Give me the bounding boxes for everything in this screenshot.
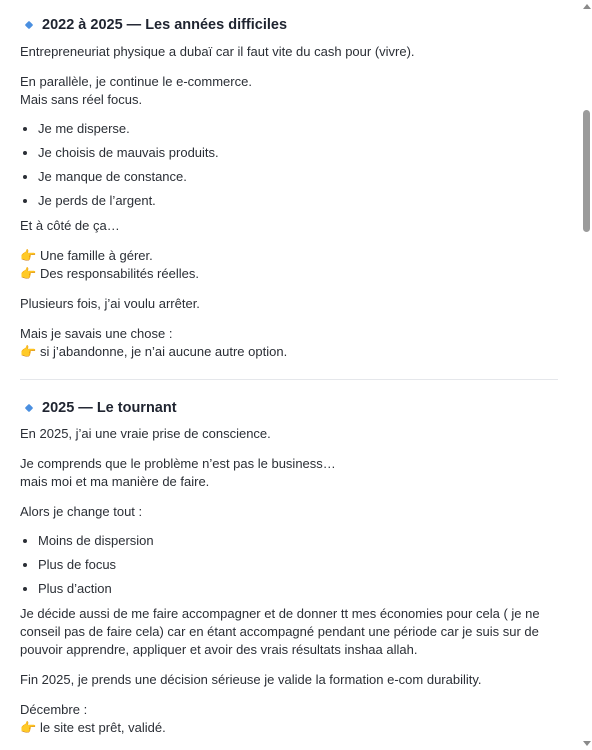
paragraph-line: Des responsabilités réelles. (40, 266, 199, 281)
list-item: • Je perds de l’argent. (38, 189, 219, 213)
divider (20, 379, 558, 380)
paragraph (20, 325, 287, 361)
paragraph-line: le site est prêt, validé. (40, 720, 166, 735)
paragraph (20, 455, 336, 491)
diamond-bullet-icon (25, 21, 33, 29)
paragraph (20, 605, 558, 659)
section-title: 2025 — Le tournant (42, 400, 177, 416)
paragraph-line: Décembre : (20, 702, 88, 717)
paragraph-line: Je comprends que le problème n’est pas le business… (20, 456, 336, 471)
paragraph-line: Mais sans réel focus. (20, 92, 143, 107)
section-heading (20, 14, 287, 36)
paragraph-line: En parallèle, je continue le e-commerce. (20, 74, 252, 89)
paragraph: Entrepreneuriat physique a dubaï car il faut vite du cash pour (vivre). (20, 44, 415, 59)
paragraph-line: pouvoir apprendre, appliquer et avoir des vrais résultats inshaa allah. (20, 642, 418, 657)
vertical-scrollbar[interactable] (580, 0, 592, 750)
bullet-list (20, 529, 154, 601)
paragraph-line: Mais je savais une chose : (20, 326, 173, 341)
paragraph: Et à côté de ça… (20, 218, 120, 233)
scroll-up-arrow-icon[interactable] (583, 4, 591, 9)
scroll-down-arrow-icon[interactable] (583, 741, 591, 746)
section-heading (20, 397, 177, 419)
list-item: • Moins de dispersion (38, 529, 154, 553)
list-item: • Plus d’action (38, 577, 154, 601)
pointing-hand-icon: 👉 (20, 266, 37, 281)
paragraph (20, 73, 252, 109)
scrollbar-thumb[interactable] (583, 110, 590, 232)
list-item: • Je choisis de mauvais produits. (38, 141, 219, 165)
paragraph-line: Je décide aussi de me faire accompagner et de donner tt mes économies pour cela ( je ne (20, 606, 540, 621)
list-item: • Je me disperse. (38, 117, 219, 141)
paragraph (20, 701, 166, 737)
paragraph-line: Une famille à gérer. (40, 248, 153, 263)
paragraph-line: mais moi et ma manière de faire. (20, 474, 210, 489)
bullet-list (20, 117, 219, 213)
list-item: • Plus de focus (38, 553, 154, 577)
paragraph: Fin 2025, je prends une décision sérieuse je valide la formation e-com durability. (20, 672, 482, 687)
paragraph: Plusieurs fois, j’ai voulu arrêter. (20, 296, 200, 311)
paragraph: Alors je change tout : (20, 504, 143, 519)
pointing-hand-icon: 👉 (20, 248, 37, 263)
paragraph-line: conseil pas de faire cela) car en étant accompagné pendant une période car je suis sur de (20, 624, 539, 639)
section-title: 2022 à 2025 — Les années difficiles (42, 17, 288, 33)
list-item: • Je manque de constance. (38, 165, 219, 189)
paragraph-line: si j’abandonne, je n’ai aucune autre option. (40, 344, 288, 359)
diamond-bullet-icon (25, 404, 33, 412)
pointing-hand-icon: 👉 (20, 344, 37, 359)
paragraph: En 2025, j’ai une vraie prise de conscience. (20, 426, 271, 441)
paragraph (20, 247, 199, 283)
pointing-hand-icon: 👉 (20, 720, 37, 735)
